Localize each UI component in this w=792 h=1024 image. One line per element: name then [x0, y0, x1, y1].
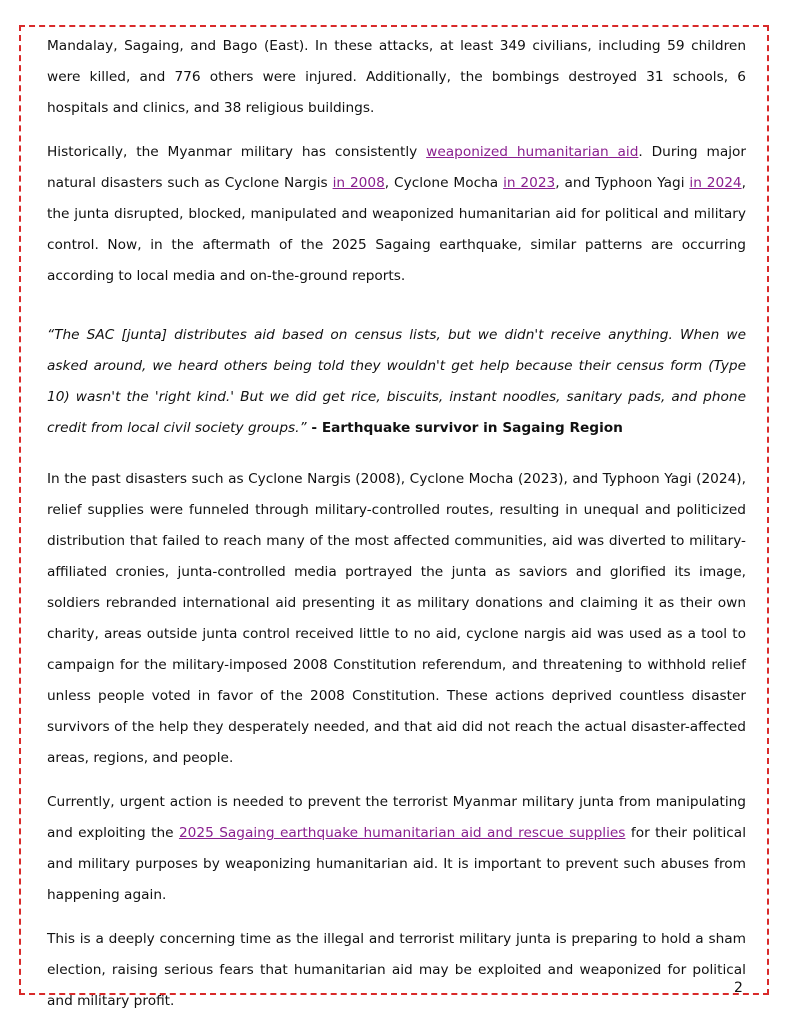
text-span: Currently, urgent action is needed to prevent the terrorist Myanmar military junta from manipulating and exploiting the — [47, 794, 746, 841]
text-span: , and Typhoon Yagi — [555, 175, 690, 191]
quote-source: - Earthquake survivor in Sagaing Region — [306, 420, 623, 436]
document-body — [47, 31, 746, 1017]
link-weaponized-aid[interactable]: weaponized humanitarian aid — [426, 144, 639, 160]
paragraph-attacks: Mandalay, Sagaing, and Bago (East). In these attacks, at least 349 civilians, including 59 children were killed, and 776 others were injured. Additionally, the bombings destroyed 31 schools, 6 hospitals and clinics, and 38 religious buildings. — [47, 38, 746, 116]
page-number: 2 — [734, 980, 743, 996]
paragraph-past-disasters: In the past disasters such as Cyclone Nargis (2008), Cyclone Mocha (2023), and Typhoon Yagi (2024), relief supplies were funneled through military-controlled routes, resulting in unequal and politicized distribution that failed to reach many of the most affected communities, aid was diverted to military-affiliated cronies, junta-controlled media portrayed the junta as saviors and glorified its image, soldiers rebranded international aid presenting it as military donations and claiming it as their own charity, areas outside junta control received little to no aid, cyclone nargis aid was used as a tool to campaign for the military-imposed 2008 Constitution referendum, and threatening to withhold relief unless people voted in favor of the 2008 Constitution. These actions deprived countless disaster survivors of the help they desperately needed, and that aid did not reach the actual disaster-affected areas, regions, and people. — [47, 471, 746, 766]
text-span: for their political and military purposes by weaponizing humanitarian aid. It is important to prevent such abuses from happening again. — [47, 825, 746, 903]
link-nargis-2008[interactable]: in 2008 — [332, 175, 385, 191]
paragraph-election: This is a deeply concerning time as the illegal and terrorist military junta is preparing to hold a sham election, raising serious fears that humanitarian aid may be exploited and weaponized for political and military profit. — [47, 931, 746, 1009]
link-mocha-2023[interactable]: in 2023 — [503, 175, 556, 191]
text-span: , Cyclone Mocha — [384, 175, 504, 191]
link-sagaing-aid[interactable]: 2025 Sagaing earthquake humanitarian aid and rescue supplies — [178, 825, 626, 841]
paragraph-historical — [47, 137, 746, 292]
link-yagi-2024[interactable]: in 2024 — [689, 175, 742, 191]
survivor-quote — [47, 320, 746, 444]
text-span: . During major natural disasters such as Cyclone Nargis — [47, 144, 747, 191]
text-span: Historically, the Myanmar military has consistently — [47, 144, 427, 160]
quote-text: “The SAC [junta] distributes aid based on census lists, but we didn't receive anything. When we asked around, we heard others being told they wouldn't get help because their census form (Type 10) wasn't the 'right kind.' But we did get rice, biscuits, instant noodles, sanitary pads, and phone credit from local civil society groups.” — [47, 327, 746, 436]
paragraph-urgent-action — [47, 787, 746, 911]
text-span: , the junta disrupted, blocked, manipulated and weaponized humanitarian aid for political and military control. Now, in the aftermath of the 2025 Sagaing earthquake, similar patterns are occurring according to local media and on-the-ground reports. — [47, 175, 746, 284]
